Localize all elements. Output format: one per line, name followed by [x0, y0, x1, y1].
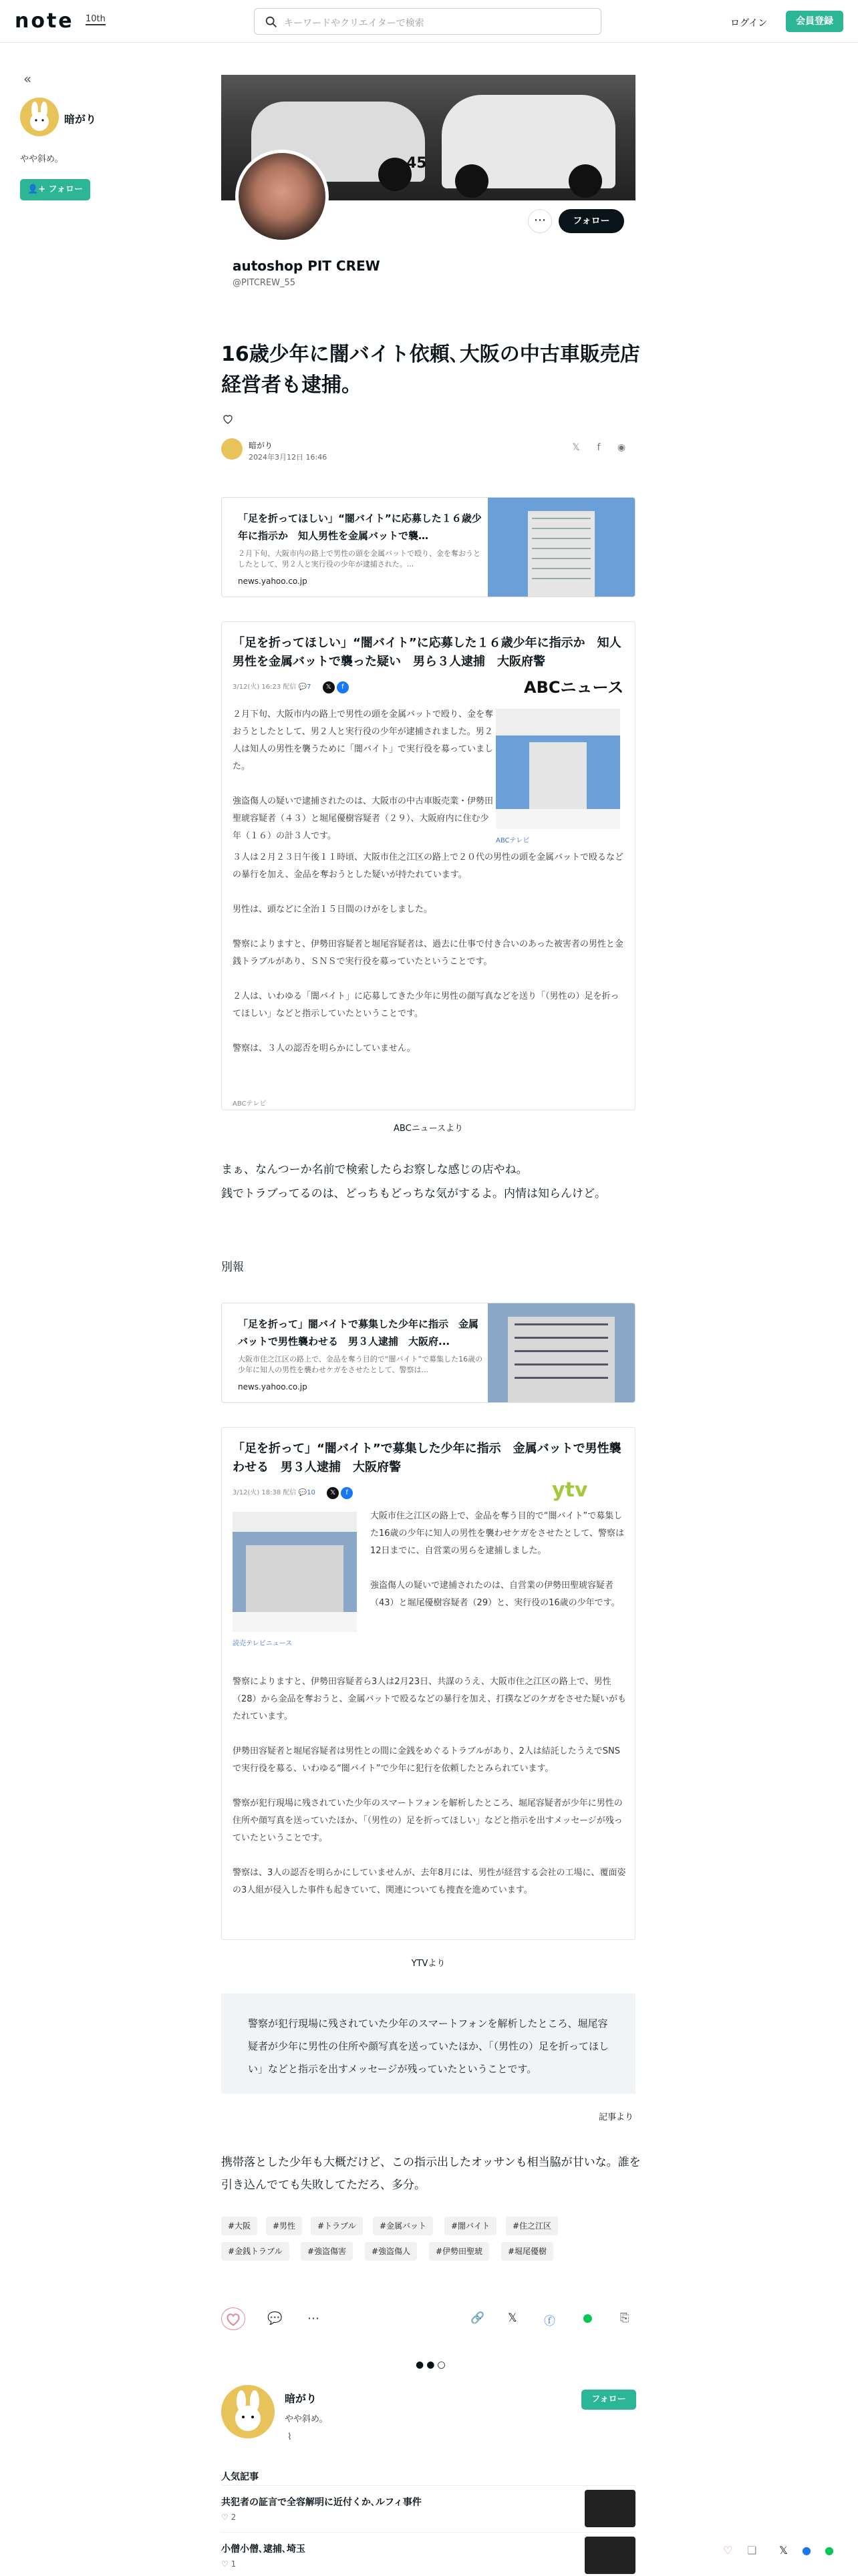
popular-article-thumbnail: [585, 2537, 635, 2574]
comment-icon[interactable]: 💬: [267, 2311, 283, 2325]
popular-article-item[interactable]: [221, 2485, 635, 2529]
link-card-url: news.yahoo.co.jp: [238, 1382, 307, 1392]
body-paragraph: まぁ、なんつーか名前で検索したらお察しな感じの店やね。: [221, 1163, 528, 1176]
bottom-author-avatar[interactable]: [221, 2385, 275, 2438]
embed-body-top: [233, 706, 493, 862]
float-comment-icon[interactable]: ❏: [747, 2544, 757, 2557]
embed-source: ABCテレビ: [233, 1100, 267, 1108]
author-avatar[interactable]: [221, 438, 243, 460]
ytv-logo: ytv: [552, 1478, 588, 1502]
line-share-icon[interactable]: ●: [583, 2311, 593, 2325]
embed-paragraph: 警察が犯行現場に残されていた少年のスマートフォンを解析したところ、堀尾容疑者が少年に男性の住所や顔写真を送っていたほか、「（男性の）足を折ってほしい」などと指示を出すメッセージが残っていたということです。: [233, 1798, 623, 1843]
embed-paragraph: 伊勢田容疑者と堀尾容疑者は男性との間に金銭をめぐるトラブルがあり、2人は結託したうえでSNSで実行役を募る、いわゆる“闇バイト”で少年に犯行を依頼したとみられています。: [233, 1746, 620, 1774]
comment-icon: 💬: [298, 1489, 307, 1496]
sidebar-follow-label: フォロー: [48, 184, 83, 194]
bottom-author-bio: やや斜め。: [285, 2414, 328, 2424]
abc-news-logo: ABCニュース: [524, 678, 624, 697]
body-paragraph: 携帯落とした少年も大概だけど、この指示出したオッサンも相当脇が甘いな。誰を引き込んでても失敗してただろ、多分。: [221, 2156, 641, 2192]
facebook-share-icon[interactable]: f: [597, 442, 601, 453]
embed-police-photo: [496, 709, 620, 829]
like-button[interactable]: [221, 2307, 245, 2330]
facebook-icon: f: [337, 681, 349, 693]
embedded-article-abc: [221, 621, 635, 1110]
embed-body-top: [370, 1508, 627, 1629]
embed-caption: YTVより: [411, 1959, 446, 1969]
popular-article-title: 小僧小僧､逮捕､埼玉: [221, 2544, 305, 2555]
hashtag[interactable]: #闇バイト: [444, 2217, 496, 2235]
magazine-name[interactable]: autoshop PIT CREW: [233, 258, 380, 274]
embed-meta: 3/12(火) 18:38 配信 💬10 𝕏 f: [233, 1486, 353, 1499]
embed-paragraph: 警察によりますと、伊勢田容疑者と堀尾容疑者は、過去に仕事で付き合いのあった被害者の男性と金銭トラブルがあり、ＳＮＳで実行役を募っていたということです。: [233, 939, 623, 967]
float-line-icon[interactable]: ●: [825, 2544, 834, 2557]
popular-article-item[interactable]: [221, 2532, 635, 2576]
embed-paragraph: 男性は、頭などに全治１５日間のけがをしました。: [233, 905, 433, 915]
photo-credit[interactable]: ABCテレビ: [496, 837, 530, 844]
signup-button[interactable]: 会員登録: [786, 11, 843, 32]
comment-icon: 💬: [298, 683, 307, 691]
embedded-article-ytv: [221, 1427, 635, 1940]
embed-icon[interactable]: ⎘: [620, 2311, 629, 2325]
magazine-handle: @PITCREW_55: [233, 278, 296, 288]
pagination-dots[interactable]: ●●○: [416, 2360, 448, 2370]
facebook-icon: f: [341, 1487, 353, 1499]
link-card-description: ２月下旬、大阪市内の路上で男性の頭を金属バットで殴り、金を奪おうとしたとして、男２人と実行役の少年が逮捕された。...: [238, 549, 480, 569]
body-paragraph: 銭でトラブってるのは、どっちもどっちな気がするよ。内情は知らんけど。: [221, 1187, 606, 1200]
blockquote: 警察が犯行現場に残されていた少年のスマートフォンを解析したところ、堀尾容疑者が少年に男性の住所や顔写真を送っていたほか、「（男性の）足を折ってほしい」などと指示を出すメッセージが残っていたということです。: [221, 1993, 635, 2094]
bottom-author-name[interactable]: 暗がり: [285, 2392, 317, 2405]
link-card-title: 「足を折ってほしい」“闇バイト”に応募した１６歳少年に指示か 知人男性を金属バットで襲…: [238, 512, 482, 542]
rss-icon[interactable]: ⌇: [287, 2432, 292, 2442]
search-input[interactable]: [254, 8, 601, 35]
hashtag[interactable]: #強盗傷害: [301, 2242, 353, 2261]
embed-paragraph: ３人は２月２３日午後１１時頃、大阪市住之江区の路上で２０代の男性の頭を金属バットで殴るなどの暴行を加え、金品を奪おうとした疑いが持たれています。: [233, 852, 624, 880]
float-like-icon[interactable]: ♡: [723, 2544, 733, 2557]
photo-credit[interactable]: 読売テレビニュース: [233, 1640, 293, 1647]
sidebar-author-bio: やや斜め。: [20, 154, 63, 164]
embed-title: 「足を折ってほしい」“闇バイト”に応募した１６歳少年に指示か 知人男性を金属バットで襲った疑い 男ら３人逮捕 大阪府警: [233, 636, 621, 669]
rabbit-avatar-icon: [20, 98, 59, 136]
embed-meta: 3/12(火) 16:23 配信 💬7 𝕏 f: [233, 681, 349, 693]
popular-article-title: 共犯者の証言で全容解明に近付くか､ルフィ事件: [221, 2497, 422, 2508]
embed-body-bottom: [233, 1673, 627, 1917]
more-options-button[interactable]: ⋯: [528, 209, 552, 233]
embed-title: 「足を折って」“闇バイト”で募集した少年に指示 金属バットで男性襲わせる 男３人逮捕 大阪府警: [233, 1442, 621, 1474]
sidebar-author-name[interactable]: 暗がり: [64, 113, 97, 126]
embed-caption: ABCニュースより: [393, 1124, 463, 1134]
x-icon: 𝕏: [323, 681, 335, 693]
police-building-thumbnail: [488, 498, 635, 597]
police-building-thumbnail: [488, 1303, 635, 1403]
more-icon[interactable]: ⋯: [307, 2311, 319, 2325]
hashtag[interactable]: #伊勢田聖琥: [429, 2242, 489, 2261]
embed-body-bottom: [233, 849, 627, 1075]
magazine-follow-button[interactable]: フォロー: [559, 209, 624, 233]
article-title: 16歳少年に闇バイト依頼､大阪の中古車販売店経営者も逮捕。: [221, 343, 640, 397]
float-x-icon[interactable]: 𝕏: [779, 2544, 788, 2557]
search-icon: [264, 15, 279, 29]
link-card-yahoo-2[interactable]: [221, 1303, 635, 1403]
hashtag[interactable]: #金銭トラブル: [221, 2242, 289, 2261]
hashtag[interactable]: #大阪: [221, 2217, 257, 2235]
float-facebook-icon[interactable]: ●: [802, 2544, 811, 2557]
magazine-avatar[interactable]: [235, 150, 329, 243]
link-copy-icon[interactable]: 🔗: [470, 2311, 485, 2325]
embed-paragraph: 大阪市住之江区の路上で、金品を奪う目的で“闇バイト”で募集した16歳の少年に知人の男性を襲わせケガをさせたとして、警察は12日までに、自営業の男らを逮捕しました。: [370, 1511, 625, 1556]
collapse-sidebar-icon[interactable]: «: [23, 71, 32, 87]
embed-paragraph: 強盗傷人の疑いで逮捕されたのは、自営業の伊勢田聖琥容疑者（43）と堀尾優樹容疑者（29）と、実行役の16歳の少年です。: [370, 1581, 620, 1608]
line-share-icon[interactable]: ◉: [617, 442, 626, 453]
heart-icon: [222, 2308, 245, 2331]
car-number: 45: [406, 155, 427, 172]
section-heading: 別報: [221, 1261, 244, 1274]
quote-source: 記事より: [599, 2112, 634, 2122]
popular-article-likes: ♡ 2: [221, 2513, 237, 2522]
rabbit-avatar-icon: [221, 2385, 275, 2438]
x-share-icon[interactable]: 𝕏: [572, 442, 580, 453]
bottom-follow-button[interactable]: フォロー: [581, 2390, 636, 2410]
anniversary-badge: 10th: [86, 14, 106, 24]
hashtag[interactable]: #金属バット: [373, 2217, 433, 2235]
popular-article-thumbnail: [585, 2490, 635, 2527]
login-link[interactable]: ログイン: [730, 18, 768, 29]
hashtag[interactable]: #堀尾優樹: [501, 2242, 553, 2261]
link-card-yahoo-1[interactable]: [221, 497, 635, 597]
hashtag[interactable]: #強盗傷人: [365, 2242, 417, 2261]
embed-paragraph: 警察は、３人の認否を明らかにしていません。: [233, 1043, 416, 1054]
embed-police-photo: [233, 1512, 357, 1632]
sidebar-avatar[interactable]: [20, 98, 59, 136]
hashtag[interactable]: #男性: [266, 2217, 302, 2235]
search-placeholder: キーワードやクリエイターで検索: [284, 18, 424, 29]
x-icon: 𝕏: [327, 1487, 339, 1499]
like-heart-icon[interactable]: [222, 413, 234, 425]
publish-date: 2024年3月12日 16:46: [249, 453, 327, 462]
embed-paragraph: ２人は、いわゆる「闇バイト」に応募してきた少年に男性の顔写真などを送り「（男性の）足を折ってほしい」などと指示していたということです。: [233, 991, 619, 1019]
hashtag[interactable]: #トラブル: [311, 2217, 363, 2235]
race-car-right: [442, 95, 615, 188]
facebook-share-icon[interactable]: ⓕ: [544, 2315, 555, 2328]
note-logo[interactable]: note: [15, 9, 74, 33]
embed-paragraph: 強盗傷人の疑いで逮捕されたのは、大阪市の中古車販売業・伊勢田聖琥容疑者（４３）と堀尾優樹容疑者（２９）、大阪府内に住む少年（１６）の計３人です。: [233, 796, 494, 841]
link-card-url: news.yahoo.co.jp: [238, 577, 307, 586]
hashtag[interactable]: #住之江区: [506, 2217, 558, 2235]
link-card-description: 大阪市住之江区の路上で、金品を奪う目的で“闇バイト”で募集した16歳の少年に知人の男性を襲わせケガをさせたとして、警察は...: [238, 1355, 483, 1374]
site-header: [0, 0, 858, 43]
popular-article-likes: ♡ 1: [221, 2559, 237, 2569]
embed-paragraph: 警察によりますと、伊勢田容疑者ら3人は2月23日、共謀のうえ、大阪市住之江区の路上で、男性（28）から金品を奪おうと、金属バットで殴るなどの暴行を加え、打撲などのケガをさせた疑いがもたれています。: [233, 1677, 627, 1722]
sidebar-follow-button[interactable]: [20, 179, 90, 200]
embed-paragraph: ２月下旬、大阪市内の路上で男性の頭を金属バットで殴り、金を奪おうとしたとして、男２人と実行役の少年が逮捕されました。男２人は知人の男性を襲うために「闇バイト」で実行役を募っていました。: [233, 709, 494, 772]
user-plus-icon: 👤+: [27, 184, 49, 194]
x-share-icon[interactable]: 𝕏: [508, 2311, 517, 2325]
author-name[interactable]: 暗がり: [249, 441, 273, 450]
embed-paragraph: 警察は、3人の認否を明らかにしていませんが、去年8月には、男性が経営する会社の工場に、覆面姿の3人組が侵入した事件も起きていて、関連についても捜査を進めています。: [233, 1868, 626, 1895]
link-card-title: 「足を折って」闇バイトで募集した少年に指示 金属バットで男性襲わせる 男３人逮捕 大阪府...: [238, 1318, 479, 1347]
popular-articles-heading: 人気記事: [221, 2472, 259, 2482]
